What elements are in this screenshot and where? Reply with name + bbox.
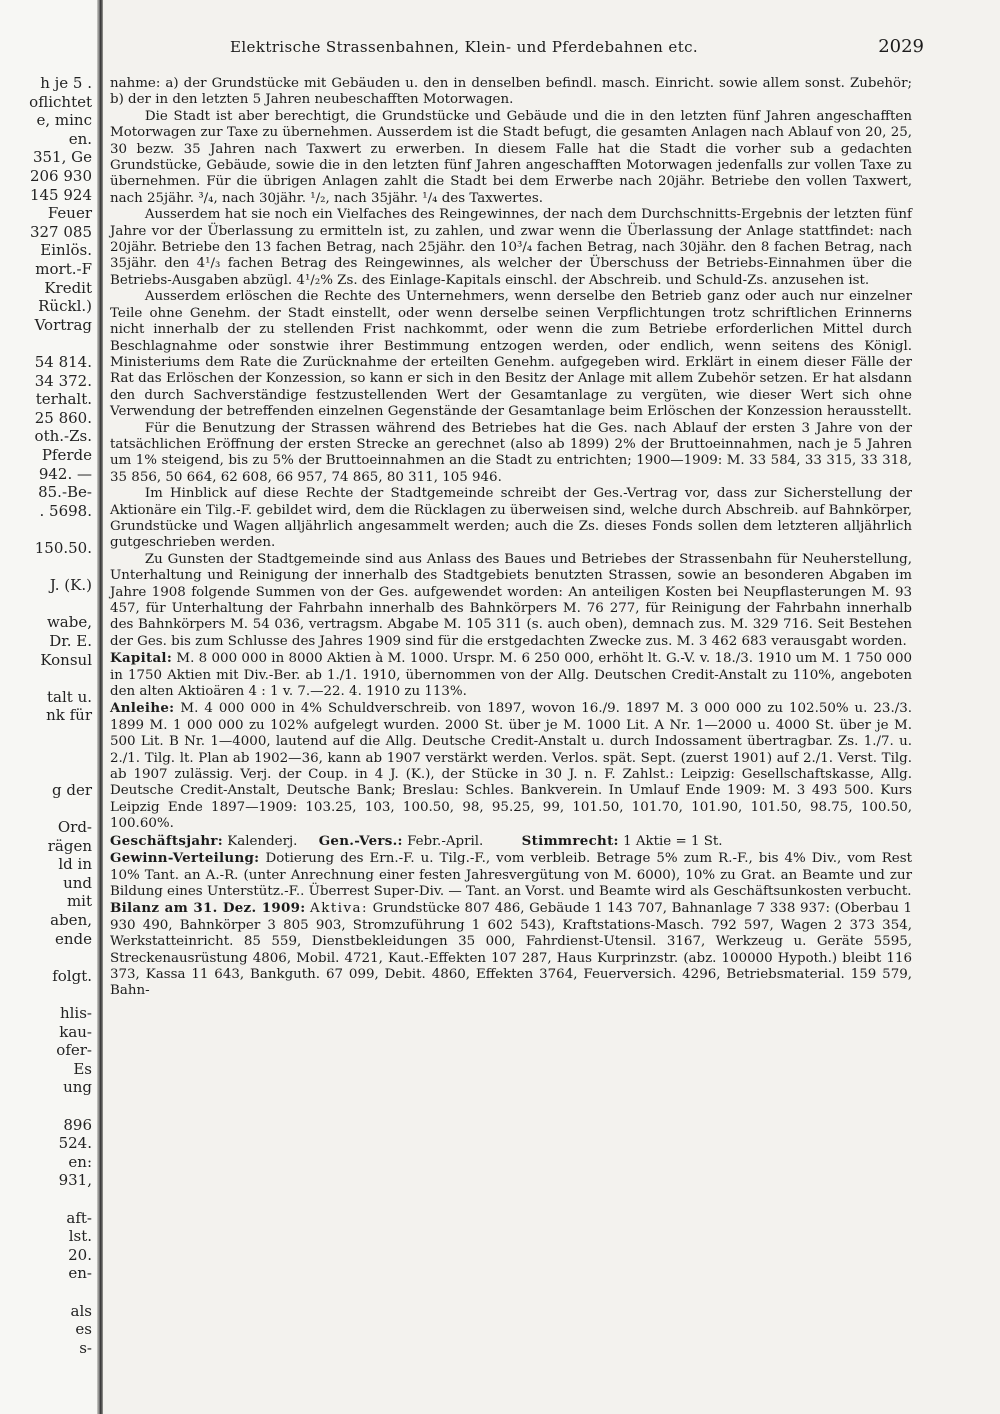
gewinn-label: Gewinn-Verteilung: <box>110 850 260 867</box>
kapital-text: M. 8 000 000 in 8000 Aktien à M. 1000. Urspr. M. 6 250 000, erhöht lt. G.-V. v. 18./3. 1910 um M. 1 750 000 in 1750 Aktien mit Div.-Ber. ab 1./1. 1910, übernommen von der Allg. Deutschen Credit-Anstalt zu 110%, angeboten den alten Aktioären 4 : 1 v. 7.—22. 4. 1910 zu 113%. <box>110 651 912 700</box>
margin-fragment: Konsul <box>40 650 92 669</box>
margin-fragment: Rückl.) <box>38 297 92 316</box>
margin-fragment: 54 814. <box>34 353 92 371</box>
margin-fragment: als <box>70 1301 92 1320</box>
paragraph: Die Stadt ist aber berechtigt, die Grundstücke und Gebäude und die in den letzten fünf Jahren angeschafften Motorwagen zur Taxe zu übernehmen. Ausserdem ist die Stadt befugt, die gesamten Anlagen nach Ablauf von 20, 25, 30 bezw. 35 Jahren nach Taxwert zu erwerben. In diesem Falle hat die Stadt die vorher sub a gedachten Grundstücke, Gebäude, sowie die in den letzten fünf Jahren angeschafften Motorwagen jedenfalls zur vollen Taxe zu übernehmen. Für die übrigen Anlagen zahlt die Stadt bei dem Erwerbe nach 20jähr. Betriebe den vollen Taxwert, nach 25jähr. ³/₄, nach 30jähr. ¹/₂, nach 35jähr. ¹/₄ des Taxwertes. <box>110 108 912 206</box>
margin-fragment: 206 930 <box>29 167 92 185</box>
margin-fragment: es <box>75 1320 92 1339</box>
margin-fragment: 931, <box>58 1171 92 1190</box>
margin-fragment: 85.-Be- <box>38 483 92 502</box>
margin-fragment: mit <box>66 892 92 911</box>
margin-fragment: h je 5 . <box>40 74 92 92</box>
margin-fragment: Ord- <box>57 818 92 836</box>
stimmrecht-label: Stimmrecht: <box>521 832 619 849</box>
margin-fragment: ende <box>54 929 92 948</box>
margin-fragment: 145 924 <box>29 185 92 204</box>
margin-fragment: s- <box>79 1338 92 1357</box>
margin-fragment: talt u. <box>47 687 92 706</box>
margin-fragment: oflichtet <box>29 92 92 111</box>
margin-fragment: Feuer <box>47 204 92 223</box>
paragraph: Zu Gunsten der Stadtgemeinde sind aus Anlass des Baues und Betriebes der Strassenbahn für Neuherstellung, Unterhaltung und Reinigung der innerhalb des Stadtgebiets benutzten Strassen, sowie an besonderen Abgaben im Jahre 1908 folgende Summen von der Ges. aufgewendet worden: An anteiligen Kosten bei Neupflasterungen M. 93 457, für Unterhaltung der Fahrbahn innerhalb des Bahnkörpers M. 76 277, für Reinigung der Fahrbahn innerhalb des Bahnkörpers M. 54 036, vertragsm. Abgabe M. 105 311 (s. auch oben), demnach zus. M. 329 716. Seit Bestehen der Ges. bis zum Schlusse des Jahres 1909 sind für die erstgedachten Zwecke zus. M. 3 462 683 verausgabt worden. <box>110 551 912 649</box>
margin-fragment: hlis- <box>59 1004 92 1022</box>
margin-fragment: Kredit <box>44 278 92 297</box>
margin-fragment: rägen <box>47 836 92 855</box>
paragraph: Ausserdem erlöschen die Rechte des Unternehmers, wenn derselbe den Betrieb ganz oder auch nur einzelner Teile ohne Genehm. der Stadt einstellt, oder wenn derselbe seinen Verpflichtungen trotz schriftlichen Erinnerns nicht innerhalb der zu stellenden Frist nachkommt, oder wenn die zum Betriebe erforderlichen Mittel durch Beschlagnahme oder sonstwie ihrer Bestimmung entzogen werden, oder endlich, wenn seitens des Königl. Ministeriums dem Rate die Zurücknahme der erteilten Genehm. aufgegeben wird. Erklärt in einem dieser Fälle der Rat das Erlöschen der Konzession, so kann er sich in den Besitz der Anlage mit allem Zubehör setzen. Er hat alsdann den durch Sachverständige festzustellenden Wert der Gesamtanlage zu vergüten, wie dieser Wert sich ohne Verwendung der betreffenden einzelnen Gegenstände der Gesamtanlage beim Erlöschen der Konzession herausstellt. <box>110 289 912 420</box>
geschaeftsjahr-label: Geschäftsjahr: <box>110 832 223 849</box>
margin-fragment: en: <box>68 1152 92 1171</box>
margin-fragment: terhalt. <box>35 390 92 409</box>
margin-fragment: lst. <box>68 1227 92 1246</box>
margin-fragment: oth.-Zs. <box>34 427 92 446</box>
gewinn-text: Dotierung des Ern.-F. u. Tilg.-F., vom verbleib. Betrage 5% zum R.-F., bis 4% Div., vom Rest 10% Tant. an A.-R. (unter Anrechnung einer festen Jahresvergütung von M. 6000), 10% zu Grat. an Beamte und zur Bildung eines Unterstütz.-F.. Überrest Super-Div. — Tant. an Vorst. und Beamte wird als Geschäftsunkosten verbucht. <box>110 851 912 899</box>
gen-vers-label: Gen.-Vers.: <box>318 832 403 849</box>
margin-fragment: kau- <box>59 1022 92 1041</box>
kapital-label: Kapital: <box>110 650 173 667</box>
margin-fragment: nk für <box>46 706 92 725</box>
left-page-margin <box>0 0 100 1414</box>
margin-fragment: 524. <box>58 1134 92 1153</box>
stimmrecht-text: 1 Aktie = 1 St. <box>623 833 723 849</box>
bilanz-text: Grundstücke 807 486, Gebäude 1 143 707, Bahnanlage 7 338 937: (Oberbau 1 930 490, Bahnkörper 3 805 903, Stromzuführung 1 602 543), Kraftstations-Masch. 792 597, Wagen 2 373 354, Werkstatteinricht. 85 559, Dienstbekleidungen 35 000, Fahrdienst-Utensil. 3167, Werkzeug u. Geräte 5595, Streckenausrüstung 4806, Mobil. 4721, Kaut.-Effekten 107 287, Haus Kurprinzstr. (abz. 100000 Hypoth.) bleibt 116 373, Kassa 11 643, Bankguth. 67 099, Debit. 4860, Effekten 3764, Feuerversich. 4296, Betriebsmaterial. 159 579, Bahn- <box>110 901 912 999</box>
margin-fragment: 150.50. <box>34 539 92 557</box>
geschaeftsjahr-text: Kalenderj. <box>227 833 298 849</box>
margin-fragment: . 5698. <box>39 501 92 520</box>
margin-fragment: g der <box>51 780 92 799</box>
margin-fragment: aft- <box>66 1208 92 1227</box>
aktiva-label: Aktiva: <box>310 901 369 917</box>
page <box>110 30 924 1408</box>
kapital-section <box>110 650 912 700</box>
bilanz-section <box>110 900 912 999</box>
paragraph: Ausserdem hat sie noch ein Vielfaches des Reingewinnes, der nach dem Durchschnitts-Ergebnis der letzten fünf Jahre vor der Überlassung zu ermitteln ist, zu zahlen, und zwar wenn die Überlassung der Anlage stattfindet: nach 20jähr. Betriebe den 13 fachen Betrag, nach 25jähr. den 10³/₄ fachen Betrag, nach 30jähr. den 8 fachen Betrag, nach 35jähr. den 4¹/₃ fachen Betrag des Reingewinnes, als welcher der Überschuss der Betriebs-Einnahmen über die Betriebs-Ausgaben abzügl. 4¹/₂% Zs. des Einlage-Kapitals einschl. der Abschreib. und Schuld-Zs. anzusehen ist. <box>110 207 912 288</box>
paragraph: Für die Benutzung der Strassen während des Betriebes hat die Ges. nach Ablauf der ersten 3 Jahre von der tatsächlichen Eröffnung der ersten Strecke an gerechnet (also ab 1899) 2% der Bruttoeinnahmen, nach je 5 Jahren um 1% steigend, bis zu 5% der Bruttoeinnahmen an die Stadt zu entrichten; 1900—1909: M. 33 584, 33 315, 33 318, 35 856, 50 664, 62 608, 66 957, 74 865, 80 311, 105 946. <box>110 420 912 485</box>
margin-fragment: Vortrag <box>34 315 92 334</box>
margin-fragment: 34 372. <box>34 371 92 390</box>
margin-fragment: e, minc <box>36 111 92 130</box>
paragraph: nahme: a) der Grundstücke mit Gebäuden u. den in denselben befindl. masch. Einricht. sowie allem sonst. Zubehör; b) der in den letzten 5 Jahren neubeschafften Motorwagen. <box>110 76 912 108</box>
anleihe-label: Anleihe: <box>110 700 175 717</box>
margin-fragment: 351, Ge <box>32 148 92 167</box>
margin-fragment: en- <box>68 1264 92 1283</box>
margin-fragment: 25 860. <box>34 408 92 427</box>
margin-fragment: 896 <box>63 1115 92 1134</box>
paragraph: Im Hinblick auf diese Rechte der Stadtgemeinde schreibt der Ges.-Vertrag vor, dass zur Sicherstellung der Aktionäre ein Tilg.-F. gebildet wird, dem die Rücklagen zu überweisen sind, welche durch Abschreib. auf Bahnkörper, Grundstücke und Wagen alljährlich angesammelt werden; auch die Zs. dieses Fonds sollen dem letzteren alljährlich gutgeschrieben werden. <box>110 486 912 551</box>
margin-fragment: Dr. E. <box>49 632 92 650</box>
margin-fragment: Es <box>73 1059 92 1078</box>
bilanz-label: Bilanz am 31. Dez. 1909: <box>110 900 306 917</box>
margin-fragment: 327 085 <box>29 222 92 241</box>
margin-fragment: ung <box>63 1078 92 1097</box>
anleihe-text: M. 4 000 000 in 4% Schuldverschreib. von 1897, wovon 16./9. 1897 M. 3 000 000 zu 102.50% u. 23./3. 1899 M. 1 000 000 zu 102% aufgelegt wurden. 2000 St. über je M. 1000 Lit. A Nr. 1—2000 u. 4000 St. über je M. 500 Lit. B Nr. 1—4000, lautend auf die Allg. Deutsche Credit-Anstalt u. durch Indossament übertragbar. Zs. 1./7. u. 2./1. Tilg. lt. Plan ab 1902—36, kann ab 1907 verstärkt werden. Verlos. spät. Sept. (zuerst 1901) auf 2./1. Verst. Tilg. ab 1907 zulässig. Verj. der Coup. in 4 J. (K.), der Stücke in 30 J. n. F. Zahlst.: Leipzig: Gesellschaftskasse, Allg. Deutsche Credit-Anstalt, Deutsche Bank; Breslau: Schles. Bankverein. In Umlauf Ende 1909: M. 3 493 500. Kurs Leipzig Ende 1897—1909: 103.25, 103, 100.50, 98, 95.25, 99, 101.50, 101.70, 101.90, 101.50, 98.75, 100.50, 100.60%. <box>110 701 912 832</box>
gen-vers-text: Febr.-April. <box>407 833 484 849</box>
geschaeftsjahr-section <box>110 833 912 850</box>
margin-fragment: en. <box>68 129 92 148</box>
margin-fragment: ofer- <box>56 1041 92 1060</box>
margin-fragment: aben, <box>50 911 92 929</box>
margin-fragment: mort.-F <box>35 260 92 278</box>
margin-fragment: 942. — <box>38 464 92 483</box>
page-number: 2029 <box>878 36 924 57</box>
margin-fragment: ld in <box>58 855 92 874</box>
margin-fragment: J. (K.) <box>49 576 92 595</box>
gewinn-section <box>110 850 912 900</box>
margin-fragment: wabe, <box>46 613 92 632</box>
margin-fragment: 20. <box>68 1245 92 1264</box>
body-text <box>110 76 912 1000</box>
margin-fragment: folgt. <box>52 966 92 985</box>
running-title: Elektrische Strassenbahnen, Klein- und Pferdebahnen etc. <box>230 38 699 56</box>
margin-fragment: Einlös. <box>40 241 92 260</box>
margin-fragment: und <box>63 873 92 892</box>
margin-fragment: Pferde <box>41 446 92 464</box>
anleihe-section <box>110 700 912 832</box>
book-fold <box>97 0 103 1414</box>
